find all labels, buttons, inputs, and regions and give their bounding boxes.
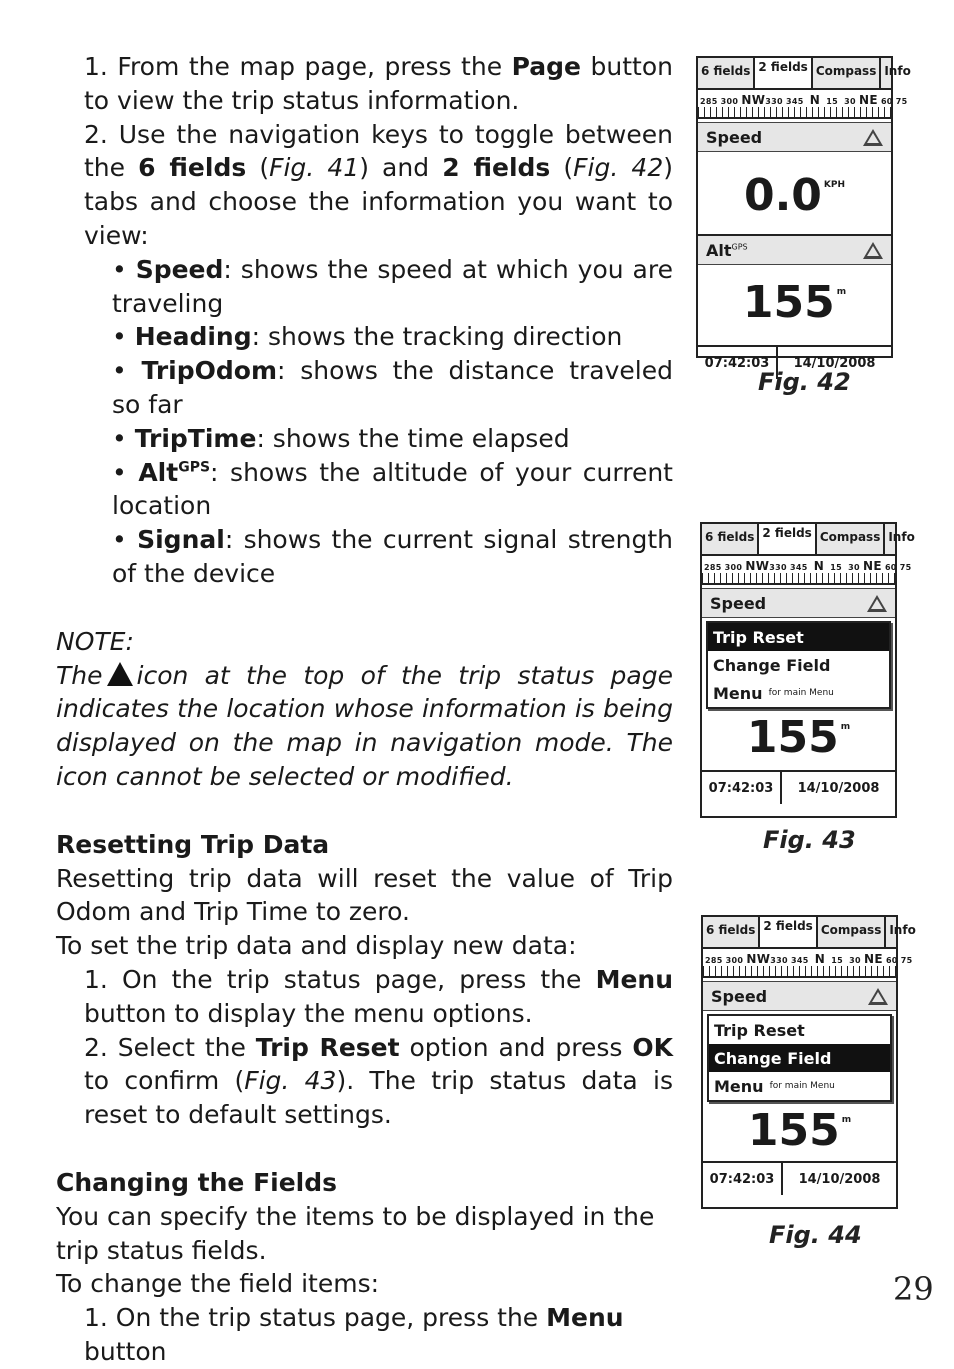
text: 1. From the map page, press the bbox=[84, 52, 512, 81]
text: ). The trip status data is reset to default settings. bbox=[84, 1066, 673, 1130]
device-screen-fig42 bbox=[696, 56, 911, 371]
bullet-desc: : shows the time elapsed bbox=[256, 423, 570, 453]
bullet-term: Alt bbox=[138, 457, 179, 487]
context-menu bbox=[706, 621, 891, 709]
alt-value: 155 bbox=[746, 712, 839, 763]
step-toggle-fields bbox=[56, 118, 673, 253]
compass-ne: NE bbox=[859, 93, 878, 107]
compass-n: N bbox=[814, 952, 826, 966]
text: icon at the top of the trip status page indicates the location whose information is being displayed on the map in navigation mode. The icon cannot be selected or modified. bbox=[56, 660, 673, 791]
compass-n: N bbox=[813, 559, 825, 573]
alt-field-header bbox=[698, 236, 891, 265]
location-triangle-icon bbox=[863, 242, 883, 259]
alt-unit: m bbox=[841, 1115, 852, 1125]
step-view-trip-status bbox=[56, 50, 673, 118]
speed-field-header bbox=[702, 589, 895, 618]
bullet-sup: GPS bbox=[178, 459, 211, 476]
menu-item-main-menu[interactable] bbox=[709, 1072, 890, 1100]
text: to confirm ( bbox=[84, 1066, 245, 1096]
compass-ne: NE bbox=[864, 952, 883, 966]
compass-nw: NW bbox=[746, 952, 771, 966]
compass-labels bbox=[704, 559, 912, 573]
time-display: 07:42:03 bbox=[703, 1163, 783, 1195]
tab-bar bbox=[703, 917, 916, 949]
compass-tick-label: 15 bbox=[826, 97, 838, 106]
tab-compass[interactable]: Compass bbox=[817, 524, 886, 554]
bullet-item: • TripTime: shows the time elapsed bbox=[112, 423, 570, 453]
alt-value: 155 bbox=[747, 1105, 840, 1156]
compass-strip bbox=[702, 556, 912, 589]
text: 1. On the trip status page, press the bbox=[84, 964, 596, 994]
text: ( bbox=[246, 153, 270, 183]
menu-item-change-field[interactable]: Change Field bbox=[713, 655, 831, 675]
text: 2. Use the navigation keys to toggle between the bbox=[84, 119, 673, 183]
speed-label: Speed bbox=[710, 593, 767, 613]
location-triangle-icon bbox=[863, 129, 883, 146]
change-paragraph-2: To change the field items: bbox=[56, 1269, 380, 1299]
text: 2. Select the bbox=[84, 1032, 256, 1062]
compass-tick-label: 15 bbox=[830, 563, 842, 572]
term: Trip Reset bbox=[255, 1032, 400, 1062]
reset-step-1 bbox=[56, 963, 673, 1031]
compass-tick-label: 330 345 bbox=[765, 97, 804, 106]
alt-value-box bbox=[702, 712, 895, 772]
speed-label: Speed bbox=[711, 986, 768, 1006]
figure-caption: Fig. 44 bbox=[769, 1221, 862, 1249]
term: Menu bbox=[546, 1303, 624, 1333]
text: The bbox=[56, 660, 103, 690]
main-text-column bbox=[56, 50, 673, 1369]
alt-unit: m bbox=[836, 287, 847, 297]
tab-compass[interactable]: Compass bbox=[813, 58, 882, 88]
fig-ref: Fig. 43 bbox=[244, 1066, 337, 1096]
text: ) tabs and choose the information you want to view: bbox=[84, 153, 674, 250]
time-display: 07:42:03 bbox=[702, 772, 782, 804]
compass-ticks bbox=[698, 107, 891, 119]
page-button-term: Page bbox=[511, 52, 581, 81]
tab-info[interactable]: Info bbox=[884, 64, 911, 78]
compass-tick-label: 330 345 bbox=[769, 563, 808, 572]
compass-tick-label: 60 75 bbox=[885, 956, 913, 965]
bullet-desc: : shows the tracking direction bbox=[251, 322, 623, 352]
section-heading-reset bbox=[56, 828, 673, 862]
term: Menu bbox=[595, 964, 673, 994]
bullet-desc: : shows the speed at which you are traveling bbox=[112, 254, 673, 318]
change-paragraph-line1: You can specify the items to be displayed in the bbox=[56, 1201, 655, 1231]
compass-tick-label: 285 300 bbox=[705, 956, 744, 965]
bullet-list bbox=[56, 253, 673, 591]
tab-compass[interactable]: Compass bbox=[818, 917, 887, 947]
device-screen-fig43 bbox=[700, 522, 915, 818]
menu-hint: for main Menu bbox=[768, 688, 834, 698]
compass-nw: NW bbox=[745, 559, 770, 573]
alt-label-text: Alt bbox=[706, 240, 732, 260]
figure-caption: Fig. 43 bbox=[763, 826, 856, 854]
alt-value-box bbox=[703, 1105, 896, 1163]
status-footer bbox=[702, 772, 895, 804]
location-triangle-icon bbox=[867, 595, 887, 612]
menu-item-trip-reset[interactable]: Trip Reset bbox=[708, 623, 889, 651]
speed-value: 0.0 bbox=[743, 170, 822, 221]
speed-field-header bbox=[698, 123, 891, 152]
bullet-desc: : shows the distance traveled so far bbox=[112, 356, 673, 419]
bullet-term: Speed bbox=[135, 254, 224, 284]
compass-strip bbox=[703, 949, 913, 982]
compass-strip bbox=[698, 90, 908, 123]
heading-text: Changing the Fields bbox=[56, 1167, 338, 1197]
change-step-1 bbox=[56, 1301, 673, 1369]
menu-item-trip-reset[interactable]: Trip Reset bbox=[714, 1020, 805, 1040]
speed-value-box bbox=[698, 152, 891, 236]
speed-unit: KPH bbox=[823, 180, 846, 190]
tab-2-fields[interactable]: 2 fields bbox=[755, 58, 812, 88]
text: 1. On the trip status page, press the bbox=[84, 1303, 547, 1333]
alt-value-box bbox=[698, 265, 891, 347]
time-display: 07:42:03 bbox=[698, 347, 778, 379]
date-display: 14/10/2008 bbox=[798, 1171, 881, 1187]
bullet-term: Heading bbox=[134, 322, 252, 352]
reset-paragraph-2: To set the trip data and display new data: bbox=[56, 931, 577, 961]
compass-tick-label: 285 300 bbox=[700, 97, 739, 106]
bullet-desc: : shows the altitude of your current location bbox=[112, 457, 673, 521]
fig-ref: Fig. 41 bbox=[269, 153, 360, 183]
term: 6 fields bbox=[138, 153, 247, 183]
context-menu bbox=[707, 1014, 892, 1102]
tab-bar bbox=[702, 524, 915, 556]
menu-label: Menu bbox=[713, 683, 763, 703]
date-display: 14/10/2008 bbox=[797, 780, 880, 796]
tab-info[interactable]: Info bbox=[888, 530, 915, 544]
fig-ref: Fig. 42 bbox=[573, 153, 664, 183]
compass-nw: NW bbox=[741, 93, 766, 107]
menu-hint: for main Menu bbox=[769, 1081, 835, 1091]
tab-2-fields[interactable]: 2 fields bbox=[759, 524, 816, 554]
figure-caption: Fig. 42 bbox=[758, 368, 851, 396]
page-number: 29 bbox=[893, 1270, 934, 1308]
section-heading-change bbox=[56, 1166, 673, 1200]
note-text bbox=[56, 659, 673, 794]
text: ) and bbox=[359, 153, 443, 183]
compass-tick-label: 30 bbox=[849, 956, 861, 965]
heading-text: Resetting Trip Data bbox=[56, 829, 330, 859]
location-triangle-icon bbox=[107, 662, 133, 686]
location-triangle-icon bbox=[868, 988, 888, 1005]
term: 2 fields bbox=[442, 153, 551, 183]
note-label: NOTE: bbox=[56, 626, 134, 656]
bullet-item: • Alt$^{GPS}$: shows the altitude of your current location bbox=[112, 457, 673, 521]
compass-tick-label: 30 bbox=[844, 97, 856, 106]
menu-item-main-menu[interactable] bbox=[708, 679, 889, 707]
reset-paragraph: Resetting trip data will reset the value of Trip Odom and Trip Time to zero. bbox=[56, 863, 673, 927]
compass-labels bbox=[705, 952, 913, 966]
bullet-item: • Speed: shows the speed at which you are traveling bbox=[112, 254, 673, 318]
tab-info[interactable]: Info bbox=[889, 923, 916, 937]
reset-step-2 bbox=[56, 1031, 673, 1132]
text: option and press bbox=[399, 1032, 633, 1062]
text: button bbox=[84, 1336, 167, 1366]
compass-ticks bbox=[703, 966, 896, 978]
bullet-item: • Heading: shows the tracking direction bbox=[112, 322, 623, 352]
compass-tick-label: 15 bbox=[831, 956, 843, 965]
device-screen-fig44 bbox=[701, 915, 916, 1209]
bullet-term: Signal bbox=[137, 525, 225, 555]
text: button to display the menu options. bbox=[84, 998, 533, 1028]
menu-label: Menu bbox=[714, 1076, 764, 1096]
tab-2-fields[interactable]: 2 fields bbox=[760, 917, 817, 947]
bullet-item: • TripOdom: shows the distance traveled so far bbox=[112, 356, 673, 419]
compass-ne: NE bbox=[863, 559, 882, 573]
speed-field-header bbox=[703, 982, 896, 1011]
compass-tick-label: 60 75 bbox=[880, 97, 908, 106]
term: OK bbox=[632, 1032, 673, 1062]
tab-bar bbox=[698, 58, 911, 90]
text: button to view the trip status information. bbox=[84, 52, 674, 115]
alt-value: 155 bbox=[742, 277, 835, 328]
compass-n: N bbox=[809, 93, 821, 107]
alt-unit: m bbox=[840, 722, 851, 732]
menu-item-change-field[interactable]: Change Field bbox=[709, 1044, 890, 1072]
date-display: 14/10/2008 bbox=[793, 355, 876, 371]
change-paragraph-line2: trip status fields. bbox=[56, 1235, 267, 1265]
bullet-term: TripOdom bbox=[141, 356, 278, 386]
tab-6-fields[interactable]: 6 fields bbox=[702, 524, 759, 554]
compass-tick-label: 285 300 bbox=[704, 563, 743, 572]
speed-label: Speed bbox=[706, 127, 763, 147]
compass-tick-label: 330 345 bbox=[770, 956, 809, 965]
tab-6-fields[interactable]: 6 fields bbox=[703, 917, 760, 947]
status-footer bbox=[703, 1163, 896, 1195]
compass-tick-label: 60 75 bbox=[884, 563, 912, 572]
compass-labels bbox=[700, 93, 908, 107]
text: ( bbox=[550, 153, 574, 183]
bullet-item: • Signal: shows the current signal strength of the device bbox=[112, 525, 673, 588]
compass-tick-label: 30 bbox=[848, 563, 860, 572]
compass-ticks bbox=[702, 573, 895, 585]
alt-sup: GPS bbox=[731, 242, 748, 252]
bullet-desc: : shows the current signal strength of the device bbox=[112, 525, 673, 588]
tab-6-fields[interactable]: 6 fields bbox=[698, 58, 755, 88]
alt-label bbox=[706, 241, 748, 260]
bullet-term: TripTime bbox=[134, 423, 257, 453]
